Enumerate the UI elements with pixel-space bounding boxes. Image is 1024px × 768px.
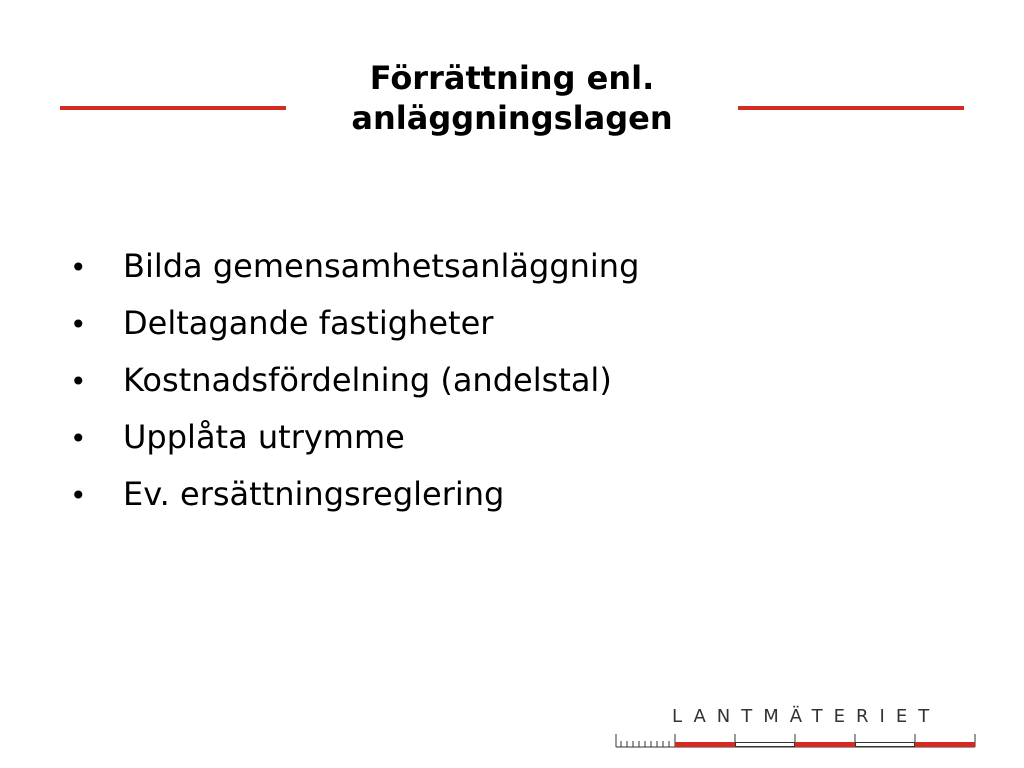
title-rule-right [738, 106, 964, 110]
bullet-list [70, 238, 639, 523]
bullet-dot: • [70, 422, 87, 455]
bullet-dot: • [70, 365, 87, 398]
bullet-text: Deltagande fastigheter [123, 304, 494, 342]
bullet-item [70, 466, 639, 523]
title-rule-left [60, 106, 286, 110]
bullet-item [70, 238, 639, 295]
slide-title-line-2: anläggningslagen [351, 99, 673, 137]
bullet-text: Bilda gemensamhetsanläggning [123, 247, 640, 285]
bullet-item [70, 352, 639, 409]
lantmateriet-logo [612, 706, 976, 750]
logo-wordmark: LANTMÄTERIET [672, 706, 941, 727]
bullet-text: Ev. ersättningsreglering [123, 475, 505, 513]
bullet-dot: • [70, 308, 87, 341]
slide-title-line-1: Förrättning enl. [369, 59, 655, 97]
bullet-item [70, 409, 639, 466]
bullet-text: Upplåta utrymme [123, 418, 405, 456]
logo-scale-bar-icon [612, 706, 976, 750]
bullet-dot: • [70, 479, 87, 512]
bullet-text: Kostnadsfördelning (andelstal) [123, 361, 612, 399]
slide-title [280, 58, 744, 138]
bullet-dot: • [70, 251, 87, 284]
bullet-item [70, 295, 639, 352]
